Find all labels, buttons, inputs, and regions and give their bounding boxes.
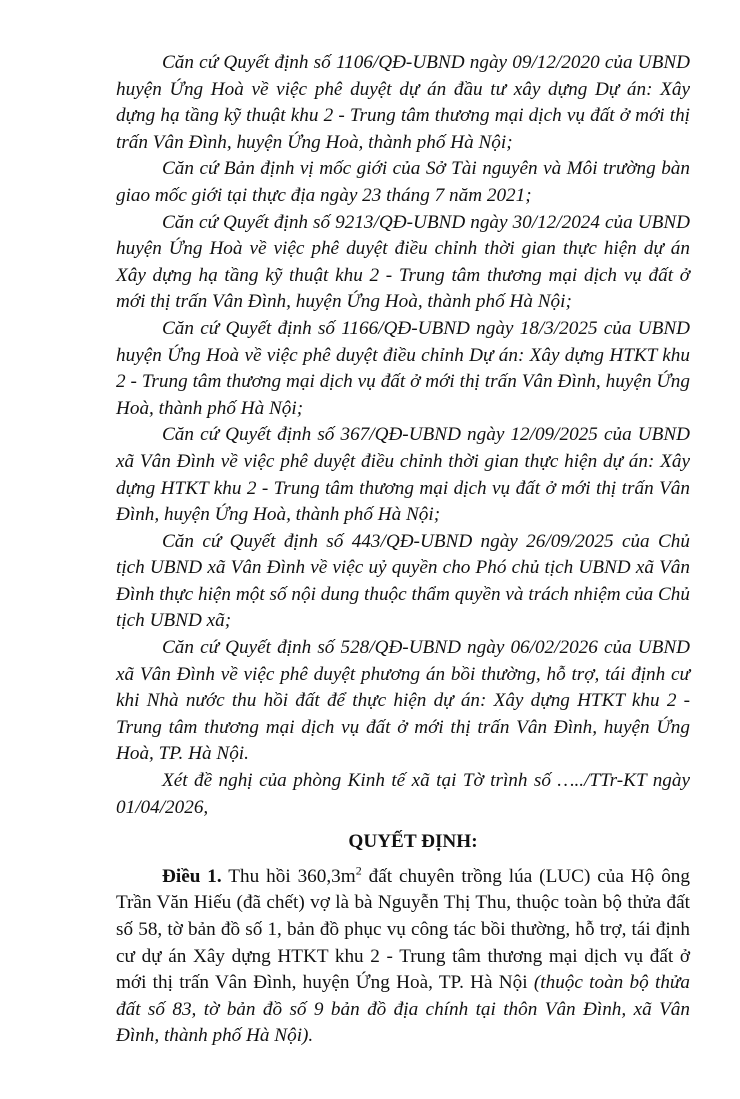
article-1-text-a: Thu hồi 360,3m	[221, 865, 356, 887]
article-1-italic-note: (thuộc toàn bộ thửa đất số 83, tờ bản đồ số 9 bản đồ địa chính tại thôn Vân Đình, xã Vân Đình, thành phố Hà Nội).	[116, 972, 690, 1047]
legal-basis-9213: Căn cứ Quyết định số 9213/QĐ-UBND ngày 30/12/2024 của UBND huyện Ứng Hoà về việc phê duyệt điều chỉnh thời gian thực hiện dự án Xây dựng hạ tầng kỹ thuật khu 2 - Trung tâm thương mại dịch vụ đất ở mới thị trấn Vân Đình, huyện Ứng Hoà, thành phố Hà Nội;	[116, 211, 690, 313]
legal-basis-443: Căn cứ Quyết định số 443/QĐ-UBND ngày 26/09/2025 của Chủ tịch UBND xã Vân Đình về việc uỷ quyền cho Phó chủ tịch UBND xã Vân Đình thực hiện một số nội dung thuộc thẩm quyền và trách nhiệm của Chủ tịch UBND xã;	[116, 530, 690, 632]
decision-heading: QUYẾT ĐỊNH:	[348, 831, 478, 853]
proposal-statement: Xét đề nghị của phòng Kinh tế xã tại Tờ trình số …../TTr-KT ngày 01/04/2026,	[116, 770, 690, 818]
area-unit-superscript: 2	[355, 863, 362, 878]
legal-basis-1106: Căn cứ Quyết định số 1106/QĐ-UBND ngày 09/12/2020 của UBND huyện Ứng Hoà về việc phê duyệt dự án đầu tư xây dựng Dự án: Xây dựng hạ tầng kỹ thuật khu 2 - Trung tâm thương mại dịch vụ đất ở mới thị trấn Vân Đình, huyện Ứng Hoà, thành phố Hà Nội;	[116, 52, 690, 153]
article-1	[116, 864, 690, 1050]
legal-basis-528: Căn cứ Quyết định số 528/QĐ-UBND ngày 06/02/2026 của UBND xã Vân Đình về việc phê duyệt phương án bồi thường, hỗ trợ, tái định cư khi Nhà nước thu hồi đất để thực hiện dự án: Xây dựng HTKT khu 2 - Trung tâm thương mại dịch vụ đất ở mới thị trấn Vân Đình, huyện Ứng Hoà, TP. Hà Nội.	[116, 637, 690, 765]
legal-basis-1166: Căn cứ Quyết định số 1166/QĐ-UBND ngày 18/3/2025 của UBND huyện Ứng Hoà về việc phê duyệt điều chỉnh Dự án: Xây dựng HTKT khu 2 - Trung tâm thương mại dịch vụ đất ở mới thị trấn Vân Đình, huyện Ứng Hoà, thành phố Hà Nội;	[116, 317, 690, 419]
legal-basis-367: Căn cứ Quyết định số 367/QĐ-UBND ngày 12/09/2025 của UBND xã Vân Đình về việc phê duyệt điều chỉnh thời gian thực hiện dự án: Xây dựng HTKT khu 2 - Trung tâm thương mại dịch vụ đất ở mới thị trấn Vân Đình, huyện Ứng Hoà, thành phố Hà Nội;	[116, 424, 690, 526]
article-1-label: Điều 1.	[162, 865, 222, 887]
article-1-text-b: đất chuyên trồng lúa (LUC) của Hộ ông Trần Văn Hiếu (đã chết) vợ là bà Nguyễn Thị Thu, thuộc toàn bộ thửa đất số 58, tờ bản đồ số 1, bản đồ phục vụ công tác bồi thường, hỗ trợ, tái định cư dự án Xây dựng HTKT khu 2 - Trung tâm thương mại dịch vụ đất ở mới thị trấn Vân Đình, huyện Ứng Hoà, TP. Hà Nội	[116, 865, 690, 994]
legal-basis-boundary-markers: Căn cứ Bản định vị mốc giới của Sở Tài nguyên và Môi trường bàn giao mốc giới tại thực địa ngày 23 tháng 7 năm 2021;	[116, 158, 690, 206]
